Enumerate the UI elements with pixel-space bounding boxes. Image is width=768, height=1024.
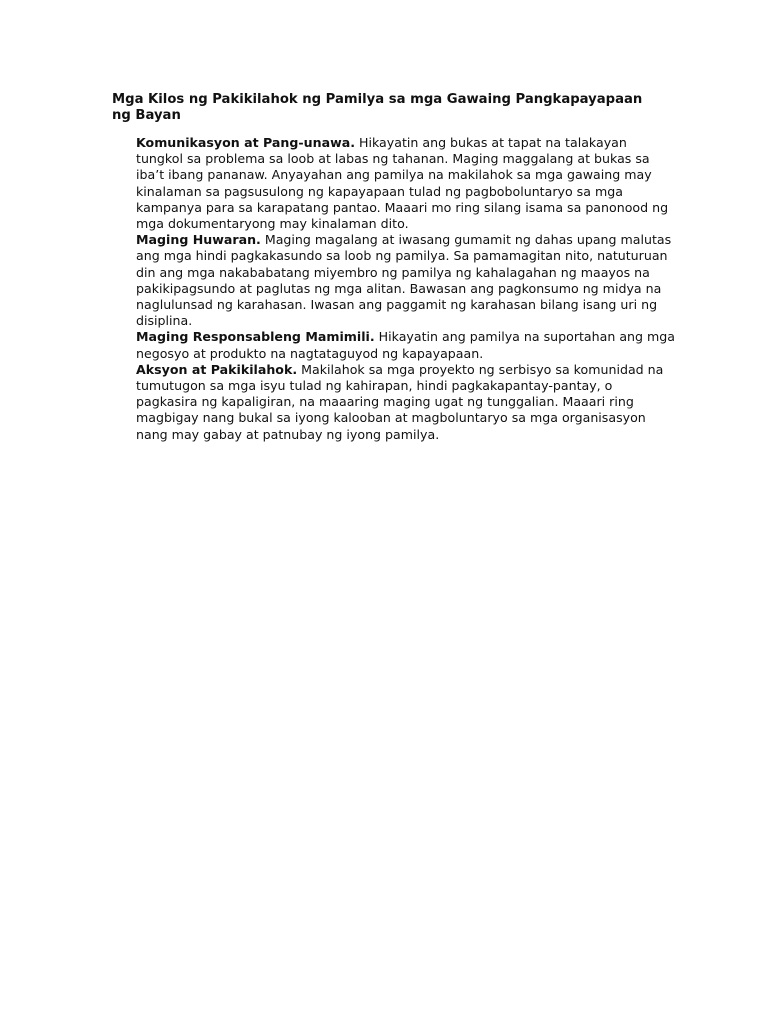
section-heading: Komunikasyon at Pang-unawa. [136,135,355,150]
section-heading: Maging Huwaran. [136,232,261,248]
section-role-model [136,232,676,329]
section-body: Maging magalang at iwasang gumamit ng dahas upang malutas ang mga hindi pagkakasundo sa loob ng pamilya. Sa pamamagitan nito, natuturuan din ang mga nakababatang miyembro ng pamilya ng kahalagahan ng maayos na pakikipagsundo at paglutas ng mga alitan. Bawasan ang pagkonsumo ng midya na naglulunsad ng karahasan. Iwasan ang paggamit ng karahasan bilang isang uri ng disiplina. [136,232,672,329]
section-body: Makilahok sa mga proyekto ng serbisyo sa komunidad na tumutugon sa mga isyu tulad ng kahirapan, hindi pagkakapantay-pantay, o pagkasira ng kapaligiran, na maaaring maging ugat ng tunggalian. Maaari ring magbigay nang bukal sa iyong kalooban at magboluntaryo sa mga organisasyon nang may gabay at patnubay ng iyong pamilya. [136,361,664,442]
document-title: Mga Kilos ng Pakikilahok ng Pamilya sa mga Gawaing Pangkapayapaan ng Bayan [112,92,643,124]
section-action-participation [136,362,676,443]
section-body: Hikayatin ang bukas at tapat na talakayan tungkol sa problema sa loob at labas ng tahanan. Maging maggalang at bukas sa iba’t ibang pananaw. Anyayahan ang pamilya na makilahok sa mga gawaing may kinalaman sa pagsusulong ng kapayapaan tulad ng pagboboluntaryo sa mga kampanya para sa karapatang pantao. Maaari mo ring silang isama sa panonood ng mga dokumentaryong may kinalaman dito. [136,135,669,232]
section-list [136,135,676,443]
section-communication [136,135,676,232]
section-body: Hikayatin ang pamilya na suportahan ang mga negosyo at produkto na nagtataguyod ng kapayapaan. [136,329,676,361]
section-heading: Aksyon at Pakikilahok. [136,361,298,377]
section-responsible-consumer [136,329,676,361]
section-heading: Maging Responsableng Mamimili. [136,329,375,345]
